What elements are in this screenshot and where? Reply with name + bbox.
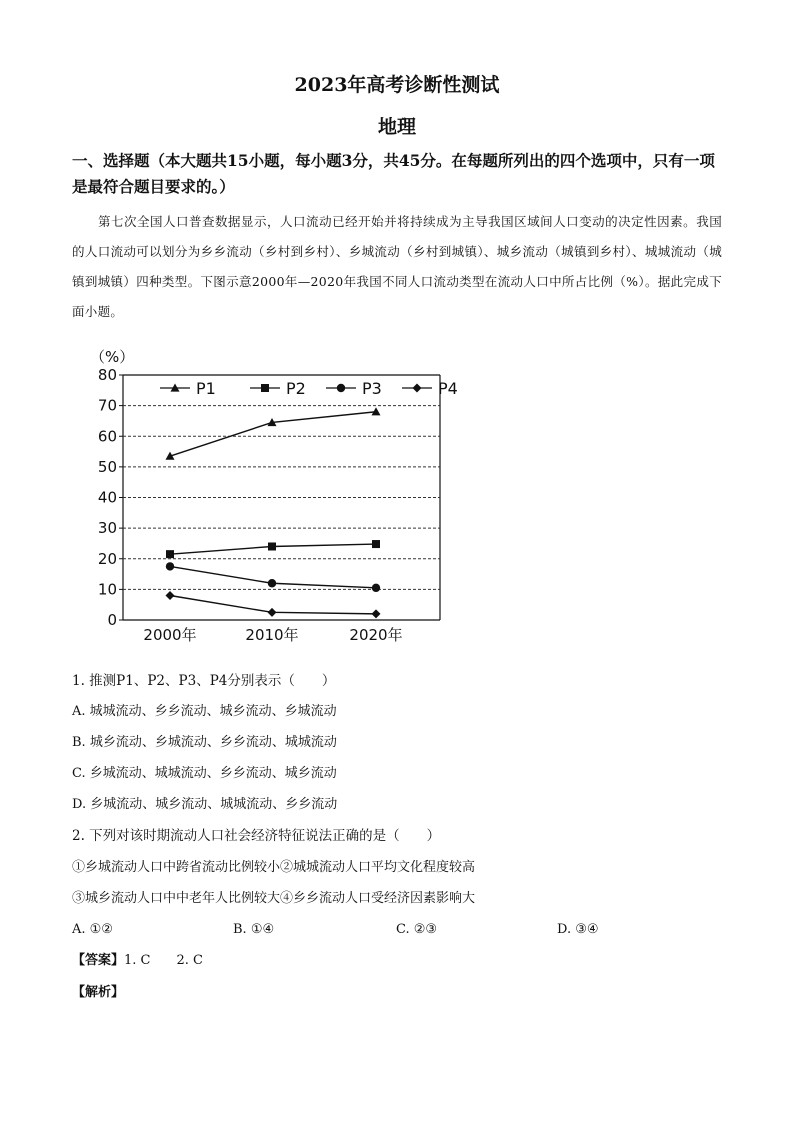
y-tick-label: 0 <box>107 611 117 629</box>
section-heading: 一、选择题（本大题共15小题，每小题3分，共45分。在每题所列出的四个选项中，只有一项是最符合题目要求的。） <box>72 151 715 196</box>
data-point-p3 <box>166 562 174 570</box>
x-tick-label: 2020年 <box>349 626 403 644</box>
legend-label-p1: P1 <box>196 379 216 398</box>
page-title: 2023年高考诊断性测试 <box>294 74 500 96</box>
subject-title: 地理 <box>377 116 416 138</box>
data-point-p2 <box>166 550 174 558</box>
y-tick-label: 30 <box>97 519 117 538</box>
legend-marker-p4 <box>413 384 422 393</box>
y-tick-label: 70 <box>97 396 117 415</box>
y-tick-label: 40 <box>97 488 117 507</box>
q2-statement-1: ①乡城流动人口中跨省流动比例较小②城城流动人口平均文化程度较高 <box>72 860 476 875</box>
q1-option-a[interactable]: A. 城城流动、乡乡流动、城乡流动、乡城流动 <box>72 704 337 719</box>
y-axis-label: （%） <box>90 348 135 366</box>
x-tick-label: 2010年 <box>245 626 299 644</box>
data-point-p2 <box>268 543 276 551</box>
answer-label: 【答案】 <box>72 953 125 968</box>
series-line-p1 <box>170 412 376 456</box>
line-chart <box>78 340 458 650</box>
data-point-p2 <box>372 540 380 548</box>
data-point-p4 <box>166 591 175 600</box>
legend-marker-p3 <box>337 384 345 392</box>
legend-marker-p2 <box>261 384 269 392</box>
analysis-label: 【解析】 <box>72 985 125 1000</box>
q2-option-d[interactable]: D. ③④ <box>557 922 599 937</box>
q2-option-a[interactable]: A. ①② <box>72 922 113 937</box>
y-tick-label: 10 <box>97 580 117 599</box>
y-tick-label: 50 <box>97 457 117 476</box>
question-2-stem: 2. 下列对该时期流动人口社会经济特征说法正确的是（ ） <box>72 828 441 844</box>
y-tick-label: 60 <box>97 427 117 446</box>
q2-option-c[interactable]: C. ②③ <box>396 922 438 937</box>
data-point-p4 <box>268 608 277 617</box>
passage-text: 第七次全国人口普查数据显示，人口流动已经开始并将持续成为主导我国区域间人口变动的决定性因素。我国的人口流动可以划分为乡乡流动（乡村到乡村）、乡城流动（乡村到城镇）、城乡流动（城镇到乡村）、城城流动（城镇到城镇）四种类型。下图示意2000年—2020年我国不同人口流动类型在流动人口中所占比例（%）。据此完成下面小题。 <box>72 214 722 319</box>
q1-option-c[interactable]: C. 乡城流动、城城流动、乡乡流动、城乡流动 <box>72 766 337 781</box>
legend-label-p3: P3 <box>362 379 382 398</box>
data-point-p3 <box>268 579 276 587</box>
q2-statement-2: ③城乡流动人口中中老年人比例较大④乡乡流动人口受经济因素影响大 <box>72 891 476 906</box>
q2-option-b[interactable]: B. ①④ <box>233 922 275 937</box>
y-tick-label: 80 <box>97 366 117 384</box>
legend-label-p4: P4 <box>438 379 458 398</box>
x-tick-label: 2000年 <box>143 626 197 644</box>
answer-line <box>72 951 203 971</box>
analysis-line <box>72 983 124 1003</box>
data-point-p3 <box>372 584 380 592</box>
y-tick-label: 20 <box>97 549 117 568</box>
q1-option-d[interactable]: D. 乡城流动、城乡流动、城城流动、乡乡流动 <box>72 797 338 812</box>
answer-text: 1. C 2. C <box>124 953 203 968</box>
q1-option-b[interactable]: B. 城乡流动、乡城流动、乡乡流动、城城流动 <box>72 735 337 750</box>
data-point-p4 <box>372 609 381 618</box>
legend-label-p2: P2 <box>286 379 306 398</box>
data-point-p1 <box>372 407 381 415</box>
question-1-stem: 1. 推测P1、P2、P3、P4分别表示（ ） <box>72 673 336 689</box>
